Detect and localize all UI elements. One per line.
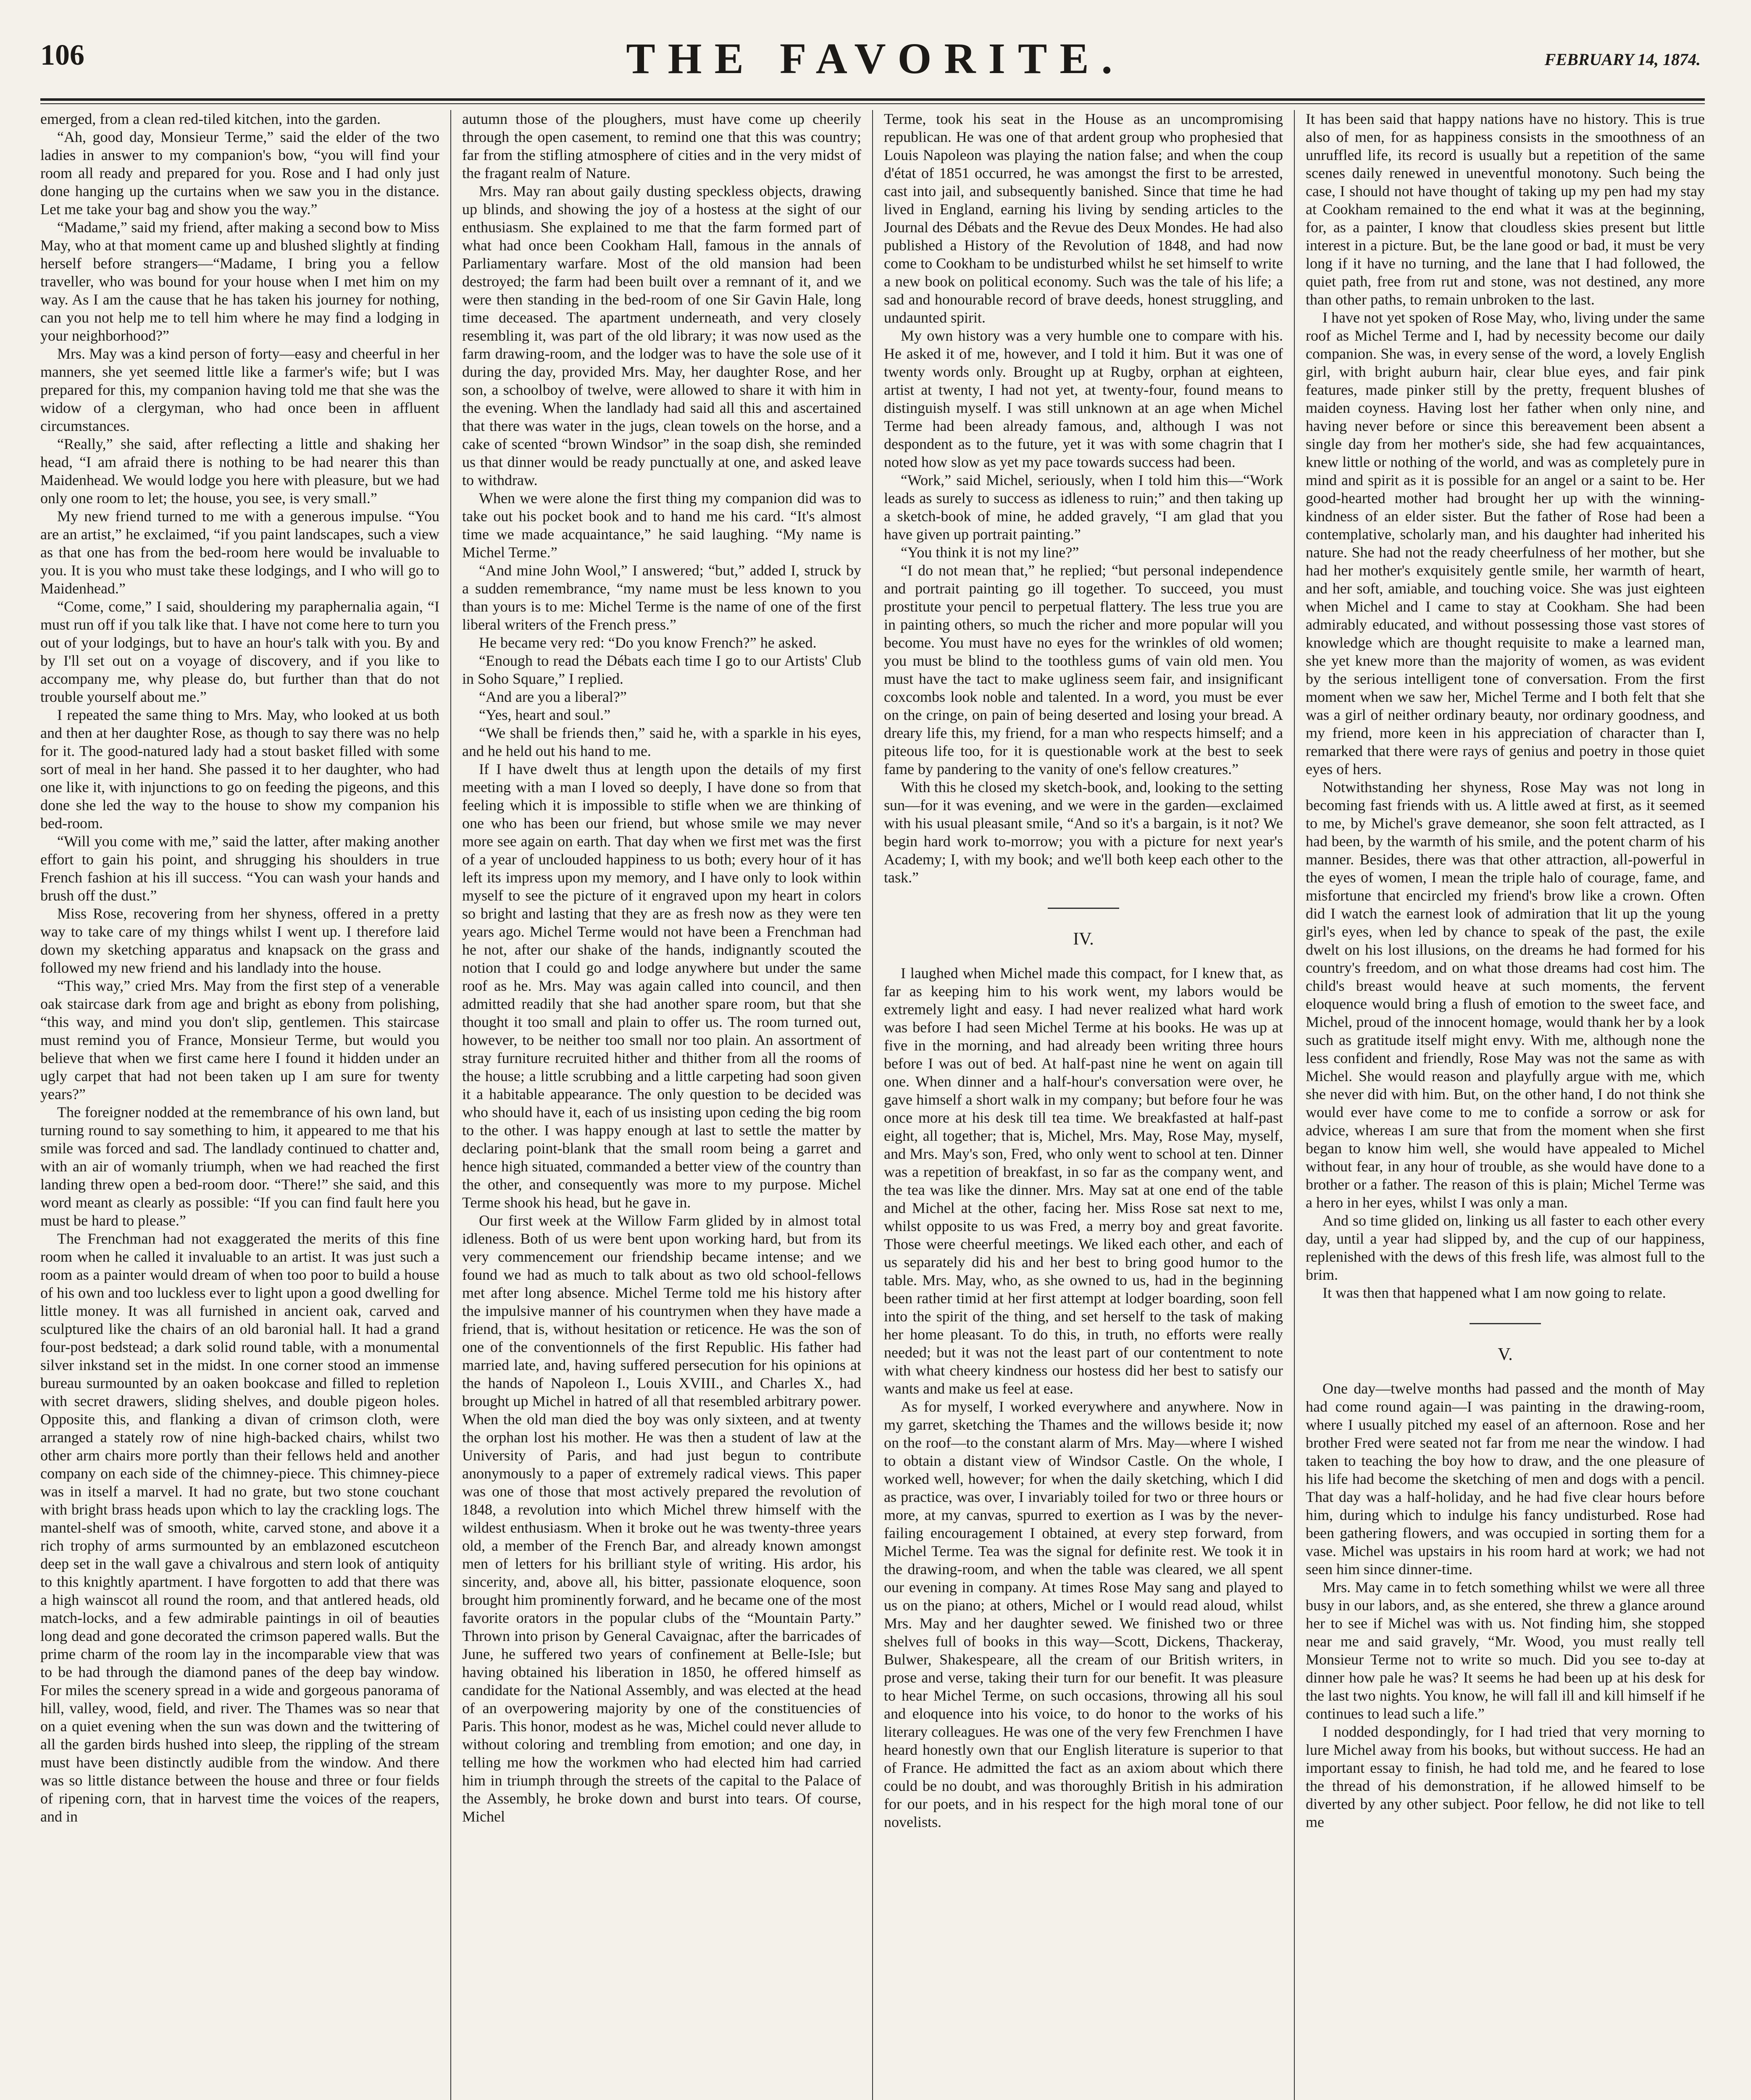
paragraph: Terme, took his seat in the House as an uncompromising republican. He was one of that ardent group who prophesied that Louis Napoleon was playing the nation false; and when the coup d'état of 1851 occurred, he was amongst the first to be arrested, cast into jail, and subsequently banished. Since that time he had lived in England, earning his living by sending articles to the Journal des Débats and the Revue des Deux Mondes. He had also published a History of the Revolution of 1848, and had now come to Cookham to be undisturbed whilst he set himself to write a new book on political economy. Such was the tale of his life; a sad and honourable record of brave deeds, honest struggling, and undaunted spirit. (884, 110, 1283, 326)
issue-date: FEBRUARY 14, 1874. (1544, 50, 1701, 69)
header-rule (40, 98, 1705, 104)
paragraph: “This way,” cried Mrs. May from the first step of a venerable oak staircase dark from age and bright as ebony from polishing, “this way, and mind you don't slip, gentlemen. This staircase must remind you of France, Monsieur Terme, but would you believe that when we first came here I found it hidden under an ugly carpet that had not been taken up I am sure for twenty years?” (40, 977, 439, 1102)
section-heading-iv (884, 908, 1283, 949)
section-numeral: V. (1498, 1345, 1513, 1364)
paragraph: As for myself, I worked everywhere and anywhere. Now in my garret, sketching the Thames and the willows beside it; now on the roof—to the constant alarm of Mrs. May—where I wished to obtain a distant view of Windsor Castle. On the whole, I worked well, however; for when the daily sketching, which I did as practice, was over, I invariably toiled for two or three hours or more, at my canvas, spurred to exertion as I was by the never-failing encouragement I obtained, at every step forward, from Michel Terme. Tea was the signal for definite rest. We took it in the drawing-room, and when the table was cleared, we all spent our evening in company. At times Rose May sang and played to us on the piano; at others, Michel or I would read aloud, whilst Mrs. May and her daughter sewed. We finished two or three shelves full of books in this way—Scott, Dickens, Thackeray, Bulwer, Shakespeare, all the cream of our British writers, in prose and verse, taking their turn for our benefit. It was pleasure to hear Michel Terme, on such occasions, throwing all his soul and eloquence into his voice, to do honor to the works of his literary colleagues. He was one of the very few Frenchmen I have heard honestly own that our English literature is superior to that of France. He admitted the fact as an axiom about which there could be no doubt, and was thoroughly British in his admiration for our poets, and in his respect for the high moral tone of our novelists. (884, 1398, 1283, 1830)
paragraph: Mrs. May came in to fetch something whilst we were all three busy in our labors, and, as she entered, she threw a glance around her to see if Michel was with us. Not finding him, she stopped near me and said gravely, “Mr. Wood, you must really tell Monsieur Terme not to write so much. Did you see to-day at dinner how pale he was? It seems he had been up at his desk for the last two nights. You know, he will fall ill and kill himself if he continues to lead such a life.” (1306, 1579, 1705, 1722)
paragraph: The Frenchman had not exaggerated the merits of this fine room when he called it invaluable to an artist. It was just such a room as a painter would dream of when too poor to build a house of his own and too luckless ever to light upon a good dwelling for little money. It was all furnished in ancient oak, carved and sculptured like the chairs of an old baronial hall. It had a grand four-post bedstead; a dark solid round table, with a monumental silver inkstand set in the midst. In one corner stood an immense bureau surmounted by an oaken bookcase and filled to repletion with secret drawers, sliding shelves, and double pigeon holes. Opposite this, and flanking a divan of crimson cloth, were arranged a stately row of nine high-backed chairs, whilst two other arm chairs more portly than their fellows held and another company on each side of the chimney-piece. This chimney-piece was in itself a marvel. It had no grate, but two stone couchant with bright brass heads upon which to lay the crackling logs. The mantel-shelf was of smooth, white, carved stone, and above it a rich trophy of arms surmounted by an emblazoned escutcheon deep set in the wall gave a chivalrous and stern look of antiquity to this knightly apartment. I have forgotten to add that there was a high wainscot all round the room, and that antlered heads, old match-locks, and a few admirable paintings in oil of beauties long dead and gone decorated the crimson papered walls. But the prime charm of the room lay in the incomparable view that was to be had through the diamond panes of the deep bay window. For miles the scenery spread in a wide and gorgeous panorama of hill, valley, wood, field, and river. The Thames was so near that on a quiet evening when the sun was down and the twittering of all the garden birds hushed into sleep, the rippling of the stream must have been distinctly audible from the window. And there was so little distance between the house and three or four fields of ripening corn, that in harvest time the voices of the reapers, and in (40, 1230, 439, 1825)
paragraph: I repeated the same thing to Mrs. May, who looked at us both and then at her daughter Rose, as though to say there was no help for it. The good-natured lady had a stout basket filled with some sort of meal in her hand. She passed it to her daughter, who had one like it, with injunctions to go on feeding the pigeons, and this done she led the way to the house to show my companion his bed-room. (40, 706, 439, 832)
paragraph: “Enough to read the Débats each time I go to our Artists' Club in Soho Square,” I replied. (462, 652, 861, 687)
paragraph: Our first week at the Willow Farm glided by in almost total idleness. Both of us were bent upon working hard, but from its very commencement our friendship became intense; and we found we had as much to talk about as two old school-fellows met after long absence. Michel Terme told me his history after the impulsive manner of his countrymen when they have made a friend, that is, without hesitation or reticence. He was the son of one of the conventionnels of the first Republic. His father had married late, and, having suffered persecution for his opinions at the hands of Napoleon I., Louis XVIII., and Charles X., had brought up Michel in hatred of all that resembled arbitrary power. When the old man died the boy was only sixteen, and at twenty the orphan lost his mother. He was then a student of law at the University of Paris, and had just begun to contribute anonymously to a paper of extremely radical views. This paper was one of those that most actively prepared the revolution of 1848, a revolution into which Michel threw himself with the wildest enthusiasm. When it broke out he was twenty-three years old, a member of the French Bar, and already known amongst men of letters for his brilliant style of writing. His ardor, his sincerity, and, above all, his bitter, passionate eloquence, soon brought him prominently forward, and he became one of the most favorite orators in the popular clubs of the “Mountain Party.” Thrown into prison by General Cavaignac, after the barricades of June, he suffered two years of confinement at Belle-Isle; but having obtained his liberation in 1850, he offered himself as candidate for the National Assembly, and was elected at the head of an overpowering majority by one of the constituencies of Paris. This honor, modest as he was, Michel could never allude to without coloring and trembling from emotion; and one day, in telling me how the workmen who had elected him had carried him in triumph through the streets of the capital to the Palace of the Assembly, he broke down and burst into tears. Of course, Michel (462, 1212, 861, 1825)
paragraph: My new friend turned to me with a generous impulse. “You are an artist,” he exclaimed, “if you paint landscapes, such a view as that one has from the bed-room here would be invaluable to you. It is you who must take these lodgings, and I who will go to Maidenhead.” (40, 508, 439, 597)
paragraph: With this he closed my sketch-book, and, looking to the setting sun—for it was evening, and we were in the garden—exclaimed with his usual pleasant smile, “And so it's a bargain, is it not? We begin hard work to-morrow; you with a picture for next year's Academy; I, with my book; and we'll both keep each other to the task.” (884, 779, 1283, 886)
paragraph: “And mine John Wool,” I answered; “but,” added I, struck by a sudden remembrance, “my name must be less known to you than yours is to me: Michel Terme is the name of one of the first liberal writers of the French press.” (462, 562, 861, 633)
paragraph: “Really,” she said, after reflecting a little and shaking her head, “I am afraid there is nothing to be had nearer this than Maidenhead. We would lodge you here with pleasure, but we had only one room to let; the house, you see, is very small.” (40, 436, 439, 507)
column-4 (1294, 110, 1705, 2100)
article-columns (40, 110, 1705, 2100)
paragraph: emerged, from a clean red-tiled kitchen, into the garden. (40, 110, 381, 127)
paragraph: And so time glided on, linking us all faster to each other every day, until a year had slipped by, and the cup of our happiness, replenished with the dews of this fresh life, was almost full to the brim. (1306, 1212, 1705, 1283)
paragraph: “Work,” said Michel, seriously, when I told him this—“Work leads as surely to success as idleness to ruin;” and then taking up a sketch-book of mine, he added gravely, “I am glad that you have given up portrait painting.” (884, 472, 1283, 543)
paragraph: My own history was a very humble one to compare with his. He asked it of me, however, and I told it him. But it was one of twenty words only. Brought up at Rugby, orphan at eighteen, artist at twenty, I had not yet, at twenty-four, found means to distinguish myself. I was still unknown at an age when Michel Terme had been already famous, and, although I was not despondent as to the future, yet it was with some chagrin that I noted how slow as yet my pace towards success had been. (884, 327, 1283, 470)
column-2 (450, 110, 872, 2100)
paragraph: When we were alone the first thing my companion did was to take out his pocket book and to hand me his card. “It's almost time we made acquaintance,” he said laughing. “My name is Michel Terme.” (462, 490, 861, 561)
paragraph: If I have dwelt thus at length upon the details of my first meeting with a man I loved so deeply, I have done so from that feeling which it is impossible to stifle when we are thinking of one who has been our friend, but whose smile we may never more see again on earth. That day when we first met was the first of a year of unclouded happiness to us both; every hour of it has left its impress upon my memory, and I have only to look within myself to see the picture of it engraved upon my heart in colors so bright and lasting that they are as fresh now as they were ten years ago. Michel Terme would not have been a Frenchman had he not, after our shake of the hands, indignantly scouted the notion that I could go and lodge anywhere but under the same roof as he. Mrs. May was again called into council, and then admitted readily that she had another spare room, but that she thought it too small and plain to offer us. The room turned out, however, to be neither too small nor too plain. An assortment of stray furniture recruited hither and thither from all the rooms of the house; a little scrubbing and a little carpeting had soon given it a habitable appearance. The only question to be decided was who should have it, each of us insisting upon ceding the big room to the other. I was happy enough at last to settle the matter by declaring point-blank that the small room being a garret and hence high situated, commanded a better view of the country than the other, and consequently was more to my purpose. Michel Terme shook his head, but he gave in. (462, 761, 861, 1211)
paragraph: “Madame,” said my friend, after making a second bow to Miss May, who at that moment came up and blushed slightly at finding herself before strangers—“Madame, I bring you a fellow traveller, who was bound for your house when I met him on my way. As I am the cause that he has taken his journey for nothing, can you not help me to tell him where he may find a lodging in your neighborhood?” (40, 219, 439, 344)
paragraph: “Come, come,” I said, shouldering my paraphernalia again, “I must run off if you talk like that. I have not come here to turn you out of your lodgings, but to have an hour's talk with you. By and by I'll set out on a voyage of discovery, and if you like to accompany me, why please do, but further than that do not trouble yourself about me.” (40, 598, 439, 705)
paragraph: “You think it is not my line?” (901, 544, 1079, 561)
paragraph: autumn those of the ploughers, must have come up cheerily through the open casement, to remind one that this was country; far from the stifling atmosphere of cities and in the very midst of the fragant realm of Nature. (462, 110, 861, 181)
column-1 (40, 110, 450, 2100)
paragraph: Notwithstanding her shyness, Rose May was not long in becoming fast friends with us. A little awed at first, as it seemed to me, by Michel's grave demeanor, she soon felt attracted, as I had been, by the warmth of his smile, and the potent charm of his manner. Besides, there was that other attraction, all-powerful in the eyes of women, I mean the triple halo of courage, fame, and misfortune that encircled my friend's brow like a crown. Often did I watch the earnest look of admiration that lit up the young girl's eyes, when led by chance to speak of the past, the exile dwelt on his lost illusions, on the dreams he had formed for his country's freedom, and on what those dreams had cost him. The child's breast would heave at such moments, the fervent eloquence would bring a flush of emotion to the sweet face, and Michel, proud of the innocent homage, would thank her by a look such as gratitude itself might envy. With me, although none the less confident and friendly, Rose May was not the same as with Michel. She would reason and playfully argue with me, which she never did with him. But, on the other hand, I do not think she would ever have come to me to confide a sorrow or ask for advice, whereas I am sure that from the moment when she first began to know him well, she would have appealed to Michel without fear, in any hour of trouble, as she would have done to a brother or a father. The reason of this is plain; Michel Terme was a hero in her eyes, whilst I was only a man. (1306, 779, 1705, 1211)
paragraph: “Yes, heart and soul.” (479, 706, 611, 723)
paragraph: One day—twelve months had passed and the month of May had come round again—I was painting in the drawing-room, where I usually pitched my easel of an afternoon. Rose and her brother Fred were seated not far from me near the window. I had taken to teaching the boy how to draw, and the one pleasure of his life had become the sketching of men and dogs with a pencil. That day was a half-holiday, and he had five clear hours before him, during which to indulge his fancy undisturbed. Rose had been gathering flowers, and was occupied in sorting them for a vase. Michel was upstairs in his room hard at work; we had not seen him since dinner-time. (1306, 1380, 1705, 1578)
paragraph: Mrs. May was a kind person of forty—easy and cheerful in her manners, she yet seemed little like a farmer's wife; but I was prepared for this, my companion having told me that she was the widow of a clergyman, who had once been in affluent circumstances. (40, 345, 439, 434)
section-heading-v (1306, 1323, 1705, 1365)
paragraph: The foreigner nodded at the remembrance of his own land, but turning round to say something to him, it appeared to me that his smile was forced and sad. The landlady continued to chatter and, with an air of womanly triumph, when we had reached the first landing threw open a bed-room door. “There!” she said, and this word meant as clearly as possible: “If you can find fault here you must be hard to please.” (40, 1104, 439, 1229)
paragraph: I nodded despondingly, for I had tried that very morning to lure Michel away from his books, but without success. He had an important essay to finish, he had told me, and he feared to lose the thread of his demonstration, if he allowed himself to be diverted by any other subject. Poor fellow, he did not like to tell me (1306, 1723, 1705, 1830)
paragraph: Mrs. May ran about gaily dusting speckless objects, drawing up blinds, and showing the joy of a hostess at the sight of our enthusiasm. She explained to me that the farm formed part of what had once been Cookham Hall, famous in the annals of Parliamentary warfare. Most of the old mansion had been destroyed; the farm had been built over a remnant of it, and we were then standing in the bed-room of one Sir Gavin Hale, long time deceased. The apartment underneath, and very closely resembling it, was part of the old library; it was now used as the farm drawing-room, and the lodger was to have the sole use of it during the day, provided Mrs. May, her daughter Rose, and her son, a schoolboy of twelve, were allowed to share it with him in the evening. When the landlady had said all this and ascertained that there was water in the jugs, clean towels on the horse, and a cake of scented “brown Windsor” in the soap dish, she reminded us that dinner would be ready punctually at one, and asked leave to withdraw. (462, 183, 861, 488)
paragraph: I laughed when Michel made this compact, for I knew that, as far as keeping him to his work went, my labors would be extremely light and easy. I had never realized what hard work was before I had seen Michel Terme at his books. He was up at five in the morning, and had already been writing three hours before I was out of bed. At half-past nine he went on again till one. When dinner and a half-hour's conversation were over, he gave himself a short walk in my company; but before four he was once more at his desk till tea time. We breakfasted at half-past eight, all together; that is, Michel, Mrs. May, Rose May, myself, and Mrs. May's son, Fred, who only went to school at ten. Dinner was a repetition of breakfast, in so far as the company went, and the tea was like the dinner. Mrs. May sat at one end of the table and Michel at the other, facing her. Miss Rose sat next to me, whilst opposite to us was Fred, a merry boy and great favorite. Those were cheerful meetings. We liked each other, and each of us separately did his and her best to bring good humor to the table. Mrs. May, who, as she owned to us, had in the beginning been rather timid at her first attempt at lodger boarding, soon fell into the spirit of the thing, and set herself to the task of making her home pleasant. To do this, in truth, no efforts were really needed; but it was not the least part of our contentment to note with what cheery kindness our hostess did her best to satisfy our wants and make us feel at ease. (884, 965, 1283, 1397)
paragraph: “I do not mean that,” he replied; “but personal independence and portrait painting go ill together. To succeed, you must prostitute your pencil to perpetual flattery. The less true you are in painting others, so much the richer and more popular will you become. You must have no eyes for the wrinkles of old women; you must be blind to the toothless gums of vain old men. You must have the tact to make ugliness seem fair, and insignificant coxcombs look noble and talented. In a word, you must be ever on the cringe, on pain of being deserted and losing your bread. A dreary life this, my friend, for a man who respects himself; and a piteous life too, for it is questionable work at the best to seek fame by pandering to the vanity of one's fellow creatures.” (884, 562, 1283, 777)
paragraph: “We shall be friends then,” said he, with a sparkle in his eyes, and he held out his hand to me. (462, 724, 861, 759)
page-number: 106 (40, 39, 84, 71)
section-numeral: IV. (1073, 929, 1094, 949)
paragraph: It was then that happened what I am now going to relate. (1322, 1284, 1666, 1301)
section-divider (1470, 1323, 1541, 1324)
paragraph: He became very red: “Do you know French?” he asked. (479, 634, 817, 651)
section-divider (1048, 908, 1119, 909)
paragraph: “And are you a liberal?” (479, 688, 627, 705)
paragraph: I have not yet spoken of Rose May, who, living under the same roof as Michel Terme and I, had by necessity become our daily companion. She was, in every sense of the word, a lovely English girl, with bright auburn hair, clear blue eyes, and fair pink features, made pinker still by the pretty, frequent blushes of maiden coyness. Having lost her father when only nine, and having never before or since this bereavement been absent a single day from her mother's side, she had few acquaintances, knew little or nothing of the world, and was as completely pure in mind and spirit as it is possible for an angel or a saint to be. Her good-hearted mother had brought her up with the winning-kindness of an elder sister. But the father of Rose had been a contemplative, scholarly man, and his daughter had inherited his nature. She had not the ready cheerfulness of her mother, but she had her mother's exquisitely gentle smile, her warmth of heart, and her soft, amiable, and touching voice. She was just eighteen when Michel and I came to stay at Cookham. She had been admirably educated, and without possessing those vast stores of knowledge which are thought requisite to make a learned man, she yet knew more than the majority of women, as was evident by the serious intelligent tone of conversation. From the first moment when we saw her, Michel Terme and I both felt that she was a girl of neither ordinary beauty, nor ordinary goodness, and my friend, more keen in his appreciation of character than I, remarked that there were rays of genius and poetry in those quiet eyes of hers. (1306, 309, 1705, 777)
column-3 (872, 110, 1294, 2100)
paragraph: “Ah, good day, Monsieur Terme,” said the elder of the two ladies in answer to my companion's bow, “you will find your room all ready and prepared for you. Rose and I had only just done hanging up the curtains when we saw you in the distance. Let me take your bag and show you the way.” (40, 129, 439, 218)
paragraph: It has been said that happy nations have no history. This is true also of men, for as happiness consists in the smoothness of an unruffled life, its record is usually but a repetition of the same scenes daily renewed in uneventful monotony. Such being the case, I should not have thought of taking up my pen had my stay at Cookham remained to the end what it was at the beginning, for, as a painter, I know that cloudless skies present but little interest in a picture. But, be the lane good or bad, it must be very long if it have no turning, and the lane that I had followed, the quiet path, free from rut and stone, was not destined, any more than other paths, to remain unbroken to the last. (1306, 110, 1705, 308)
masthead-title: THE FAVORITE. (626, 34, 1125, 83)
paragraph: “Will you come with me,” said the latter, after making another effort to gain his point, and shrugging his shoulders in true French fashion at his ill success. “You can wash your hands and brush off the dust.” (40, 833, 439, 904)
paragraph: Miss Rose, recovering from her shyness, offered in a pretty way to take care of my things whilst I went up. I therefore laid down my sketching apparatus and knapsack on the grass and followed my new friend and his landlady into the house. (40, 905, 439, 976)
